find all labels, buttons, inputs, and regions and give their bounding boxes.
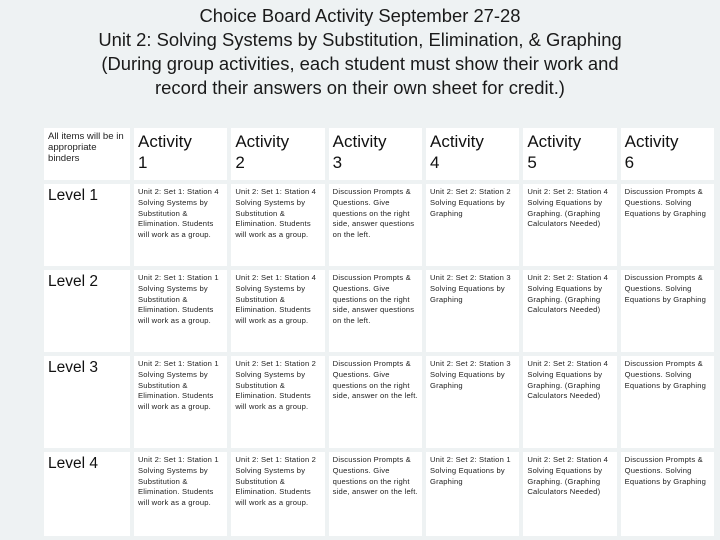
activity-header-3 [329,128,422,180]
activity-header-1 [134,128,227,180]
title-line-4: record their answers on their own sheet for credit.) [155,77,565,98]
table-cell: Discussion Prompts & Questions. Give questions on the right side, answer on the left. [329,356,422,448]
activity-word: Activity [429,132,484,151]
table-cell: Discussion Prompts & Questions. Give questions on the right side, answer questions on the left. [329,184,422,266]
table-cell: Unit 2: Set 2: Station 4 Solving Equations by Graphing. (Graphing Calculators Needed) [523,452,616,536]
table-cell: Discussion Prompts & Questions. Solving Equations by Graphing [621,452,714,536]
table-cell: Unit 2: Set 1: Station 1 Solving Systems by Substitution & Elimination. Students will work as a group. [134,452,227,536]
table-cell: Discussion Prompts & Questions. Solving Equations by Graphing [621,184,714,266]
activity-number: 5 [527,153,537,172]
table-cell: Unit 2: Set 2: Station 4 Solving Equations by Graphing. (Graphing Calculators Needed) [523,356,616,448]
activity-word: Activity [624,132,679,151]
table-cell: Discussion Prompts & Questions. Give questions on the right side, answer questions on the left. [329,270,422,352]
table-cell: Unit 2: Set 2: Station 3 Solving Equations by Graphing [426,270,519,352]
title-line-3: (During group activities, each student must show their work and [101,53,619,74]
activity-word: Activity [138,132,192,151]
table-cell: Unit 2: Set 2: Station 3 Solving Equations by Graphing [426,356,519,448]
activity-word: Activity [235,132,290,151]
table-cell: Unit 2: Set 1: Station 4 Solving Systems by Substitution & Elimination. Students will work as a group. [231,184,324,266]
level-label: Level 3 [44,356,130,448]
title-line-2: Unit 2: Solving Systems by Substitution, Elimination, & Graphing [98,29,622,50]
page-title [20,4,700,100]
activity-word: Activity [527,132,582,151]
activity-word: Activity [332,132,387,151]
table-cell: Unit 2: Set 2: Station 4 Solving Equations by Graphing. (Graphing Calculators Needed) [523,270,616,352]
activity-number: 1 [138,153,148,172]
table-cell: Unit 2: Set 1: Station 2 Solving Systems by Substitution & Elimination. Students will work as a group. [231,356,324,448]
table-cell: Discussion Prompts & Questions. Give questions on the right side, answer on the left. [329,452,422,536]
level-row-2 [44,270,714,352]
table-cell: Discussion Prompts & Questions. Solving Equations by Graphing [621,270,714,352]
table-cell: Unit 2: Set 1: Station 4 Solving Systems by Substitution & Elimination. Students will work as a group. [231,270,324,352]
level-label: Level 4 [44,452,130,536]
activity-number: 3 [332,153,343,172]
level-row-4 [44,452,714,536]
activity-header-6 [621,128,714,180]
activity-number: 2 [235,153,245,172]
corner-note: All items will be in appropriate binders [44,128,130,180]
table-cell: Unit 2: Set 2: Station 1 Solving Equations by Graphing [426,452,519,536]
table-cell: Unit 2: Set 1: Station 2 Solving Systems by Substitution & Elimination. Students will work as a group. [231,452,324,536]
table-cell: Unit 2: Set 2: Station 4 Solving Equations by Graphing. (Graphing Calculators Needed) [523,184,616,266]
activity-header-5 [523,128,616,180]
activity-header-2 [231,128,324,180]
level-label: Level 2 [44,270,130,352]
choice-board-table [40,124,718,540]
header-row [44,128,714,180]
table-cell: Unit 2: Set 1: Station 1 Solving Systems by Substitution & Elimination. Students will work as a group. [134,356,227,448]
table-cell: Unit 2: Set 2: Station 2 Solving Equations by Graphing [426,184,519,266]
table-cell: Discussion Prompts & Questions. Solving Equations by Graphing [621,356,714,448]
level-label: Level 1 [44,184,130,266]
table-cell: Unit 2: Set 1: Station 4 Solving Systems by Substitution & Elimination. Students will work as a group. [134,184,227,266]
title-line-1: Choice Board Activity September 27-28 [199,5,521,26]
level-row-3 [44,356,714,448]
level-row-1 [44,184,714,266]
activity-header-4 [426,128,519,180]
activity-number: 4 [429,153,440,172]
table-cell: Unit 2: Set 1: Station 1 Solving Systems by Substitution & Elimination. Students will work as a group. [134,270,227,352]
activity-number: 6 [624,153,635,172]
